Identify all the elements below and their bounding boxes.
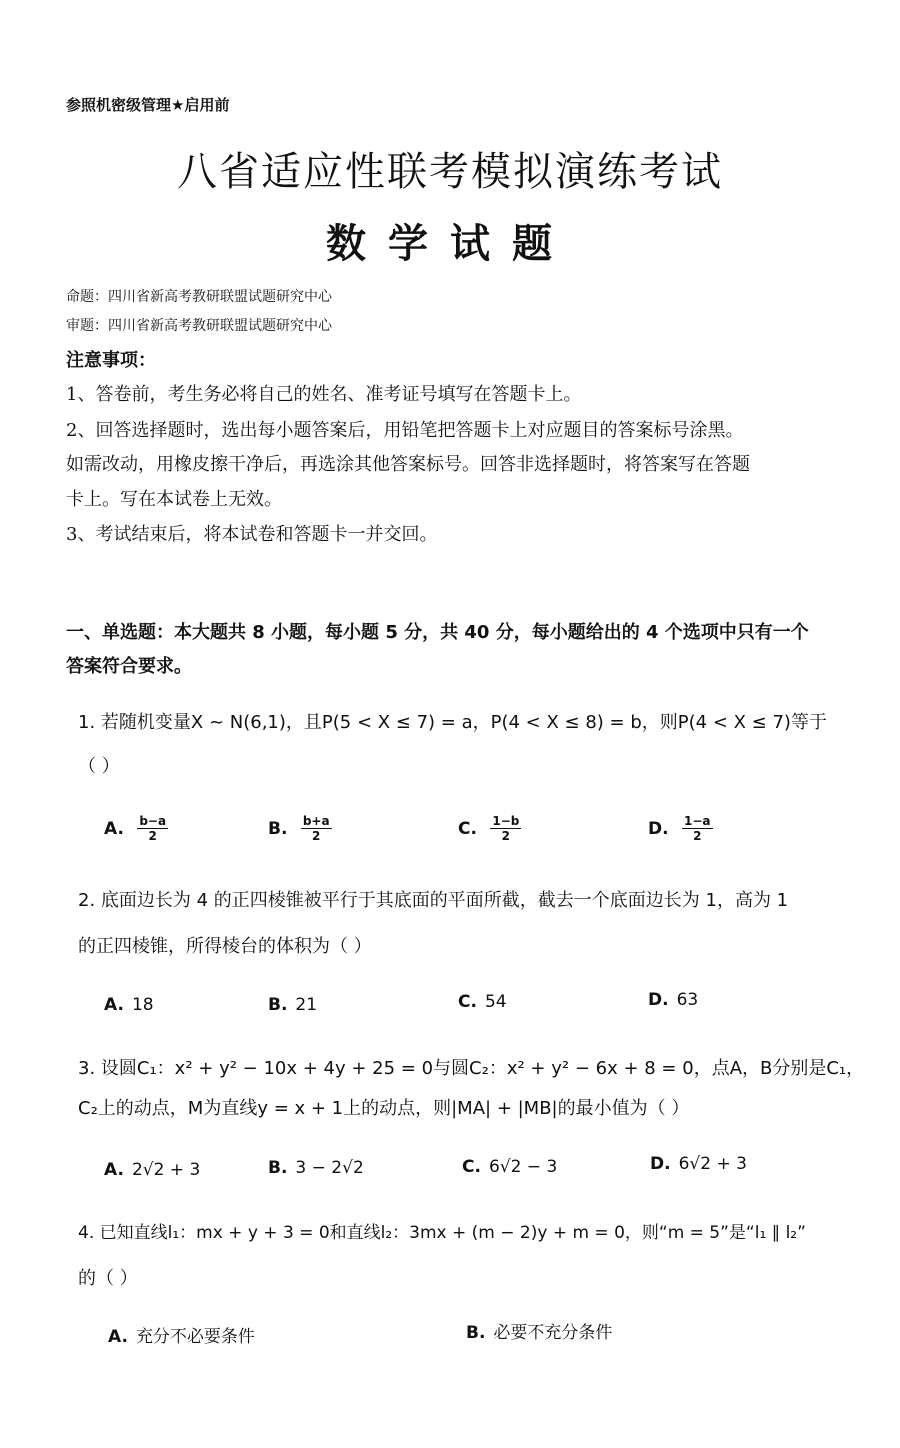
question-1-stem: 1. 若随机变量X ~ N(6,1)，且P(5 < X ≤ 7) = a，P(4 < X ≤ 8) = b，则P(4 < X ≤ 7)等于: [78, 712, 827, 733]
question-3-option-b: [268, 1158, 364, 1178]
option-fraction: [137, 814, 168, 843]
question-2-option-b: [268, 995, 317, 1015]
option-label: A.: [104, 1160, 124, 1180]
option-text: 63: [676, 990, 699, 1010]
option-text: 必要不充分条件: [493, 1323, 613, 1343]
subject-title: 数学试题: [326, 220, 574, 267]
option-label: A.: [104, 995, 124, 1015]
option-fraction: [301, 814, 332, 843]
option-fraction: [490, 814, 521, 843]
question-3-option-a: [104, 1160, 200, 1180]
option-label: B.: [268, 818, 288, 839]
option-label: D.: [648, 818, 669, 839]
fraction-numerator: 1−b: [492, 814, 520, 828]
question-3-option-c: [462, 1157, 557, 1177]
option-label: B.: [268, 995, 288, 1015]
fraction-denominator: 2: [693, 829, 702, 843]
notice-line: 1、答卷前，考生务必将自己的姓名、准考证号填写在答题卡上。: [66, 384, 582, 405]
notice-line: 2、回答选择题时，选出每小题答案后，用铅笔把答题卡上对应题目的答案标号涂黑。: [66, 420, 744, 441]
option-text: 3 − 2√2: [295, 1158, 364, 1178]
question-1-option-a: [104, 814, 168, 843]
section-heading: 答案符合要求。: [66, 656, 192, 677]
reviewer-line: 审题：四川省新高考教研联盟试题研究中心: [66, 318, 332, 334]
question-1-option-c: [458, 814, 521, 843]
option-text: 21: [295, 995, 318, 1015]
option-label: C.: [458, 818, 477, 839]
option-fraction: [682, 814, 713, 843]
option-text: 6√2 + 3: [678, 1154, 747, 1174]
question-4-option-b: [466, 1318, 612, 1343]
option-text: 54: [484, 992, 507, 1012]
fraction-denominator: 2: [312, 829, 321, 843]
option-label: C.: [458, 992, 477, 1012]
section-heading: 一、单选题：本大题共 8 小题，每小题 5 分，共 40 分，每小题给出的 4 个选项中只有一个: [66, 622, 809, 643]
notice-line: 3、考试结束后，将本试卷和答题卡一并交回。: [66, 524, 438, 545]
question-1-option-d: [648, 814, 713, 843]
option-text: 18: [131, 995, 154, 1015]
question-4-option-a: [108, 1322, 255, 1347]
exam-title: 八省适应性联考模拟演练考试: [177, 149, 723, 195]
option-text: 2√2 + 3: [131, 1160, 201, 1180]
option-label: A.: [104, 818, 124, 839]
classification-label: 参照机密级管理★启用前: [66, 96, 230, 114]
question-4-stem: 4. 已知直线l₁：mx + y + 3 = 0和直线l₂：3mx + (m − 2)y + m = 0，则“m = 5”是“l₁ ∥ l₂”: [78, 1223, 806, 1243]
option-label: A.: [108, 1327, 128, 1347]
question-3-option-d: [650, 1154, 747, 1174]
option-label: B.: [268, 1158, 288, 1178]
option-label: D.: [648, 990, 669, 1010]
notice-line: 卡上。写在本试卷上无效。: [66, 489, 282, 510]
question-2-option-a: [104, 995, 154, 1015]
option-label: B.: [466, 1323, 486, 1343]
fraction-numerator: b+a: [302, 814, 330, 828]
option-label: C.: [462, 1157, 481, 1177]
notice-line: 如需改动，用橡皮擦干净后，再选涂其他答案标号。回答非选择题时，将答案写在答题: [66, 454, 750, 475]
fraction-denominator: 2: [148, 829, 157, 843]
question-2-stem: 的正四棱锥，所得棱台的体积为（ ）: [78, 936, 372, 957]
question-3-stem: C₂上的动点，M为直线y = x + 1上的动点，则|MA| + |MB|的最小值为（ ）: [78, 1098, 690, 1119]
notice-heading: 注意事项：: [66, 350, 156, 371]
author-line: 命题：四川省新高考教研联盟试题研究中心: [66, 289, 332, 305]
question-4-stem: 的（ ）: [78, 1268, 138, 1289]
question-2-option-c: [458, 992, 507, 1012]
fraction-denominator: 2: [501, 829, 511, 843]
option-text: 充分不必要条件: [135, 1327, 255, 1347]
option-text: 6√2 − 3: [488, 1157, 558, 1177]
option-label: D.: [650, 1154, 671, 1174]
question-2-stem: 2. 底面边长为 4 的正四棱锥被平行于其底面的平面所截，截去一个底面边长为 1，高为 1: [78, 890, 789, 911]
question-3-stem: 3. 设圆C₁：x² + y² − 10x + 4y + 25 = 0与圆C₂：x² + y² − 6x + 8 = 0，点A，B分别是C₁，: [78, 1058, 865, 1079]
fraction-numerator: 1−a: [683, 814, 711, 828]
question-2-option-d: [648, 990, 698, 1010]
question-1-option-b: [268, 814, 332, 843]
fraction-numerator: b−a: [139, 814, 167, 828]
question-1-stem: （ ）: [78, 756, 120, 777]
